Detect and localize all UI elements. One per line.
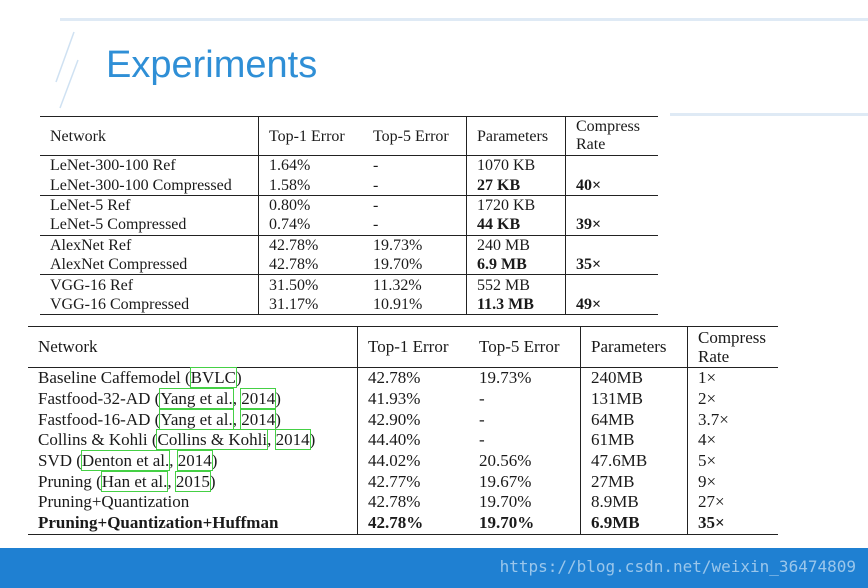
top5-cell: 19.70% xyxy=(479,513,535,533)
watermark-url: https://blog.csdn.net/weixin_36474809 xyxy=(499,557,856,576)
top5-cell: 10.91% xyxy=(373,295,423,313)
top5-cell: - xyxy=(363,156,467,176)
rate-cell: 35× xyxy=(688,513,779,534)
citation-link[interactable]: 2014 xyxy=(241,409,276,429)
parameters-cell: 27 KB xyxy=(467,175,566,195)
network-name: Baseline Caffemodel ( xyxy=(38,368,191,388)
citation-link[interactable]: Yang et al. xyxy=(160,389,233,409)
rate-cell xyxy=(566,235,659,255)
header-rate-label: Rate xyxy=(576,136,606,153)
citation-separator: , xyxy=(267,430,276,450)
table-row xyxy=(28,368,778,389)
parameters-cell: 27MB xyxy=(581,471,688,492)
top1-cell: 1.64% xyxy=(259,156,364,176)
table-row xyxy=(40,195,658,215)
title-slash-decoration xyxy=(52,30,92,110)
citation-close: ) xyxy=(211,451,218,471)
table-row xyxy=(40,295,658,315)
table-row xyxy=(40,156,658,176)
network-cell xyxy=(28,492,358,513)
parameters-cell: 1070 KB xyxy=(467,156,566,176)
parameters-cell: 47.6MB xyxy=(581,451,688,472)
top1-cell: 42.77% xyxy=(358,471,470,492)
citation-link[interactable]: 2014 xyxy=(177,451,212,471)
network-name: Fastfood-16-AD ( xyxy=(38,409,161,429)
table-row xyxy=(28,409,778,430)
citation-link[interactable]: 2015 xyxy=(175,471,210,491)
top1-cell: 42.78% xyxy=(259,255,364,275)
header-top5: Top-5 Error xyxy=(469,327,581,368)
parameters-cell: 240 MB xyxy=(467,235,566,255)
header-top5: Top-5 Error xyxy=(373,127,449,145)
network-cell: LeNet-5 Compressed xyxy=(50,216,187,234)
header-network: Network xyxy=(28,327,358,368)
top1-cell: 42.78% xyxy=(358,513,470,534)
top1-cell: 42.78% xyxy=(358,368,470,389)
table-row xyxy=(40,255,658,275)
parameters-cell: 552 MB xyxy=(467,275,566,295)
table-row xyxy=(40,175,658,195)
comparison-table xyxy=(28,326,778,535)
top5-cell: 20.56% xyxy=(479,451,532,471)
citation-link[interactable]: Collins & Kohli xyxy=(157,430,268,450)
table-row xyxy=(40,215,658,235)
parameters-cell: 44 KB xyxy=(467,215,566,235)
citation-link[interactable]: 2014 xyxy=(275,430,310,450)
parameters-cell: 6.9MB xyxy=(581,513,688,534)
network-cell xyxy=(28,389,358,410)
network-cell: AlexNet Ref xyxy=(40,235,259,255)
table-row xyxy=(28,513,778,534)
top5-cell: - xyxy=(479,389,485,409)
network-cell: AlexNet Compressed xyxy=(50,256,188,274)
citation-close: ) xyxy=(209,471,216,491)
rate-cell: 49× xyxy=(566,295,659,315)
rate-cell: 39× xyxy=(566,215,659,235)
table-row xyxy=(28,430,778,451)
network-cell xyxy=(28,409,358,430)
header-compress-label: Compress xyxy=(698,328,766,347)
rate-cell: 1× xyxy=(688,368,779,389)
header-compress-label: Compress xyxy=(576,118,640,135)
top1-cell: 41.93% xyxy=(358,389,470,410)
table-header-row xyxy=(28,327,778,368)
network-name: Fastfood-32-AD ( xyxy=(38,389,161,409)
top5-cell: - xyxy=(479,430,485,450)
citation-link[interactable]: Denton et al. xyxy=(81,451,170,471)
network-name: Collins & Kohli ( xyxy=(38,430,158,450)
citation-close: ) xyxy=(275,389,281,409)
citation-link[interactable]: BVLC xyxy=(190,368,236,388)
header-compress-rate xyxy=(688,327,779,368)
top5-cell: - xyxy=(479,409,485,429)
citation-separator: , xyxy=(232,389,242,409)
top5-cell: - xyxy=(363,195,467,215)
parameters-cell: 240MB xyxy=(581,368,688,389)
header-network: Network xyxy=(50,127,106,145)
table-row xyxy=(28,451,778,472)
rate-cell: 3.7× xyxy=(688,409,779,430)
compression-results-table xyxy=(40,116,658,315)
citation-separator: , xyxy=(169,451,178,471)
top1-cell: 44.02% xyxy=(358,451,470,472)
top1-cell: 1.58% xyxy=(259,175,364,195)
top-decorative-rule xyxy=(60,18,868,21)
network-cell: LeNet-300-100 Ref xyxy=(40,156,259,176)
parameters-cell: 131MB xyxy=(581,389,688,410)
table-row xyxy=(40,275,658,295)
rate-cell: 5× xyxy=(688,451,779,472)
table-row xyxy=(28,389,778,410)
network-name: Pruning ( xyxy=(38,471,102,491)
top5-cell: 11.32% xyxy=(363,275,467,295)
citation-link[interactable]: 2014 xyxy=(241,389,276,409)
parameters-cell: 61MB xyxy=(581,430,688,451)
top1-cell: 44.40% xyxy=(358,430,470,451)
network-cell xyxy=(28,471,358,492)
citation-link[interactable]: Yang et al. xyxy=(160,409,233,429)
header-rate-label: Rate xyxy=(698,347,730,366)
rate-cell: 27× xyxy=(688,492,779,513)
citation-separator: , xyxy=(167,471,176,491)
citation-close: ) xyxy=(275,409,281,429)
citation-link[interactable]: Han et al. xyxy=(101,471,168,491)
network-cell xyxy=(28,451,358,472)
table-row xyxy=(28,492,778,513)
header-top1: Top-1 Error xyxy=(358,327,470,368)
network-cell: VGG-16 Ref xyxy=(40,275,259,295)
top5-cell: 19.73% xyxy=(479,368,532,388)
top1-cell: 0.74% xyxy=(259,215,364,235)
network-cell: LeNet-300-100 Compressed xyxy=(50,176,232,194)
top5-cell: 19.70% xyxy=(373,256,423,274)
parameters-cell: 1720 KB xyxy=(467,195,566,215)
parameters-cell: 8.9MB xyxy=(581,492,688,513)
table-row xyxy=(28,471,778,492)
top1-cell: 42.78% xyxy=(259,235,364,255)
slide-title: Experiments xyxy=(106,44,318,86)
rate-cell: 40× xyxy=(566,175,659,195)
parameters-cell: 64MB xyxy=(581,409,688,430)
rate-cell: 9× xyxy=(688,471,779,492)
citation-close: ) xyxy=(235,368,242,388)
parameters-cell: 6.9 MB xyxy=(467,255,566,275)
top5-cell: 19.70% xyxy=(479,492,532,512)
network-name: Pruning+Quantization+Huffman xyxy=(38,513,279,533)
header-parameters: Parameters xyxy=(467,117,566,156)
rate-cell: 2× xyxy=(688,389,779,410)
header-top1: Top-1 Error xyxy=(259,117,364,156)
side-decorative-rule xyxy=(670,113,868,116)
top1-cell: 0.80% xyxy=(259,195,364,215)
rate-cell xyxy=(566,156,659,176)
network-cell xyxy=(28,368,358,389)
network-cell: VGG-16 Compressed xyxy=(50,295,190,313)
top1-cell: 31.50% xyxy=(259,275,364,295)
rate-cell xyxy=(566,275,659,295)
citation-close: ) xyxy=(309,430,316,450)
top5-cell: - xyxy=(373,216,379,234)
network-cell xyxy=(28,430,358,451)
top5-cell: 19.73% xyxy=(363,235,467,255)
citation-separator: , xyxy=(232,409,242,429)
parameters-cell: 11.3 MB xyxy=(467,295,566,315)
network-cell xyxy=(28,513,358,534)
top5-cell: 19.67% xyxy=(479,471,532,491)
rate-cell: 35× xyxy=(566,255,659,275)
top1-cell: 42.90% xyxy=(358,409,470,430)
network-name: Pruning+Quantization xyxy=(38,492,190,512)
top5-cell: - xyxy=(373,176,379,194)
network-cell: LeNet-5 Ref xyxy=(40,195,259,215)
top1-cell: 42.78% xyxy=(358,492,470,513)
top1-cell: 31.17% xyxy=(259,295,364,315)
table-header-row xyxy=(40,117,658,156)
table-row xyxy=(40,235,658,255)
header-compress-rate xyxy=(566,117,659,156)
network-name: SVD ( xyxy=(38,451,82,471)
header-parameters: Parameters xyxy=(581,327,688,368)
rate-cell xyxy=(566,195,659,215)
rate-cell: 4× xyxy=(688,430,779,451)
